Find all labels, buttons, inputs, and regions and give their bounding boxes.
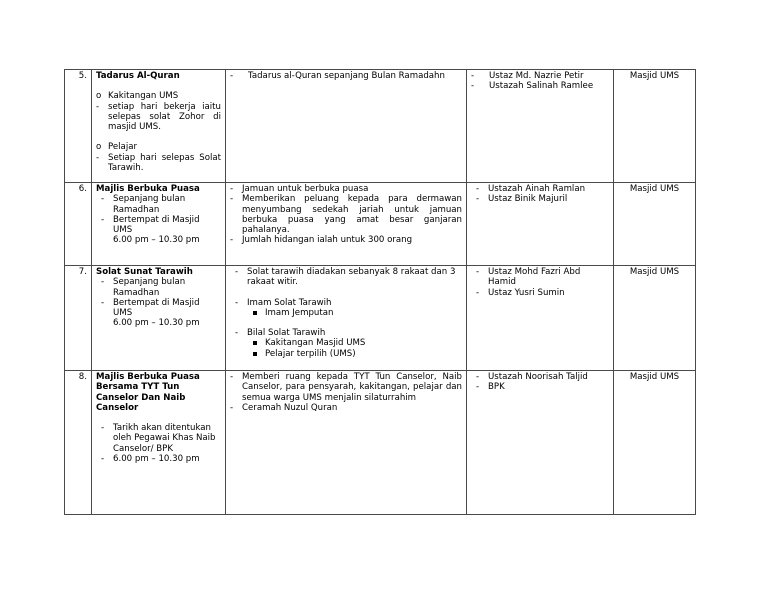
list-item: - Bertempat di Masjid UMS <box>101 297 200 319</box>
pic-cell <box>467 183 614 266</box>
location-cell: Masjid UMS <box>614 183 696 266</box>
row-number: 6. <box>65 183 92 266</box>
list-item: - Bertempat di Masjid UMS <box>101 214 200 236</box>
table-row <box>65 183 696 266</box>
list-item: - Ceramah Nuzul Quran <box>230 402 338 413</box>
list-item: - Tarikh akan ditentukan oleh Pegawai Khas Naib Canselor/ BPK <box>101 423 216 454</box>
list-item: - Ustaz Binik Majuril <box>476 194 568 205</box>
row-number: 8. <box>65 371 92 515</box>
pic-cell <box>467 70 614 183</box>
program-cell <box>92 183 226 266</box>
description-cell <box>226 70 467 183</box>
pic-cell <box>467 266 614 371</box>
list-item: - setiap hari bekerja iaitu selepas solat Zohor di masjid UMS. <box>96 101 221 133</box>
list-item: - Ustaz Md. Nazrie Petir <box>471 71 584 81</box>
list-item: - Memberikan peluang kepada para dermawan menyumbang sedekah jariah untuk jamuan berbuka puasa yang amat besar ganjaran pahalanya. <box>230 194 462 236</box>
table-row <box>65 266 696 371</box>
time-text: 6.00 pm – 10.30 pm <box>113 235 200 246</box>
list-item: - Jumlah hidangan ialah untuk 300 orang <box>230 235 413 246</box>
list-item: o Pelajar <box>96 142 138 153</box>
description-cell <box>226 371 467 515</box>
table-row <box>65 70 696 183</box>
pic-cell <box>467 371 614 515</box>
list-item: Pelajar terpilih (UMS) <box>230 349 462 359</box>
location-cell: Masjid UMS <box>614 371 696 515</box>
list-item: - Solat tarawih diadakan sebanyak 8 rakaat dan 3 rakaat witir. <box>235 267 456 288</box>
list-item: - Memberi ruang kepada TYT Tun Canselor, Naib Canselor, para pensyarah, kakitangan, pelajar dan semua warga UMS menjalin silaturrahim <box>230 372 462 403</box>
list-item: - Bilal Solat Tarawih <box>235 328 326 339</box>
description-cell <box>226 266 467 371</box>
time-text: 6.00 pm – 10.30 pm <box>113 318 200 329</box>
list-item: - Jamuan untuk berbuka puasa <box>230 184 369 194</box>
program-title: Majlis Berbuka Puasa Bersama TYT Tun Canselor Dan Naib Canselor <box>96 372 200 413</box>
program-title: Majlis Berbuka Puasa <box>96 184 200 194</box>
location-cell: Masjid UMS <box>614 266 696 371</box>
list-item: - Sepanjang bulan Ramadhan <box>101 277 186 298</box>
list-item: - Setiap hari selepas Solat Tarawih. <box>96 152 221 174</box>
list-item: - Ustazah Salinah Ramlee <box>471 81 594 92</box>
square-bullet-icon <box>253 341 257 345</box>
square-bullet-icon <box>253 311 257 315</box>
list-item: - Imam Solat Tarawih <box>235 297 332 308</box>
program-table <box>64 69 696 515</box>
list-item: - Tadarus al-Quran sepanjang Bulan Ramadahn <box>230 71 445 81</box>
program-title: Tadarus Al-Quran <box>96 71 180 81</box>
square-bullet-icon <box>253 352 257 356</box>
row-number: 7. <box>65 266 92 371</box>
table-row <box>65 371 696 515</box>
program-cell <box>92 266 226 371</box>
list-item: Kakitangan Masjid UMS <box>230 338 462 348</box>
list-item: - Ustaz Mohd Fazri Abd Hamid <box>476 267 581 288</box>
list-item: - Sepanjang bulan Ramadhan <box>101 194 186 215</box>
program-cell <box>92 70 226 183</box>
list-item: - 6.00 pm – 10.30 pm <box>101 454 200 465</box>
row-number: 5. <box>65 70 92 183</box>
list-item: - Ustazah Noorisah Taljid <box>476 372 588 382</box>
list-item: - Ustazah Ainah Ramlan <box>476 184 586 194</box>
location-cell: Masjid UMS <box>614 70 696 183</box>
description-cell <box>226 183 467 266</box>
program-cell <box>92 371 226 515</box>
list-item: - BPK <box>476 382 505 393</box>
list-item: Imam Jemputan <box>230 308 462 318</box>
list-item: o Kakitangan UMS <box>96 91 179 102</box>
list-item: - Ustaz Yusri Sumin <box>476 287 565 298</box>
program-title: Solat Sunat Tarawih <box>96 267 193 277</box>
